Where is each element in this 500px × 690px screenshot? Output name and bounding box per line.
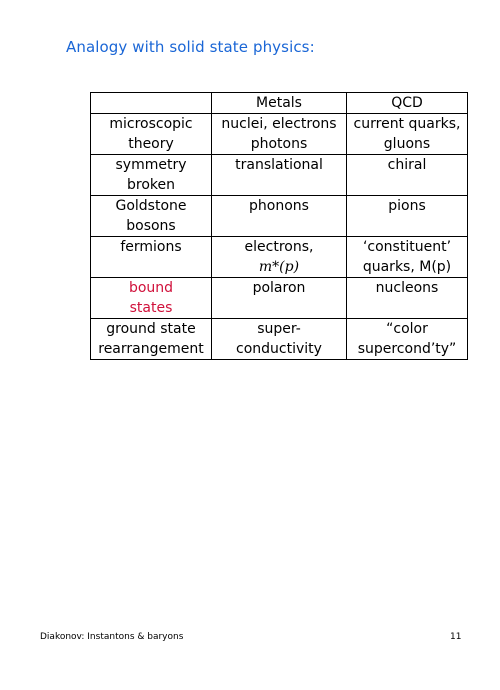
qcd-cell [347,114,468,155]
row-label-line: broken [127,177,175,193]
row-label-line: bosons [126,218,176,234]
qcd-line: nucleons [375,280,439,296]
row-label-line: theory [128,136,174,152]
qcd-line: gluons [383,136,431,152]
qcd-cell [347,196,468,237]
row-label-line: rearrangement [98,341,204,357]
metals-line: translational [235,157,323,173]
table-row [91,196,468,237]
row-label-highlighted [91,278,212,319]
qcd-line: current quarks, [353,116,461,132]
table-row [91,155,468,196]
metals-cell [212,114,347,155]
metals-cell [212,237,347,278]
row-label-line: states [129,300,173,316]
qcd-line: chiral [387,157,427,173]
metals-line: polaron [252,280,306,296]
metals-line: phonons [249,198,309,214]
metals-line: photons [250,136,308,152]
metals-cell [212,319,347,360]
row-label-line: fermions [120,239,182,255]
row-label-line: Goldstone [115,198,187,214]
metals-cell [212,155,347,196]
qcd-cell [347,155,468,196]
metals-line: nuclei, electrons [221,116,337,132]
qcd-line: “color [386,321,428,337]
row-label [91,114,212,155]
row-label [91,319,212,360]
qcd-cell [347,319,468,360]
metals-line: electrons, [244,239,314,255]
header-qcd: QCD [347,93,468,114]
header-metals: Metals [212,93,347,114]
metals-line: super- [257,321,301,337]
table-header-row [91,93,468,114]
qcd-line: supercond’ty” [357,341,457,357]
slide-title: Analogy with solid state physics: [66,38,315,56]
row-label-line: symmetry [115,157,187,173]
row-label [91,196,212,237]
table-row [91,319,468,360]
effective-mass-formula: m*(p) [258,259,300,275]
qcd-cell [347,237,468,278]
comparison-table [90,92,468,360]
qcd-cell [347,278,468,319]
row-label-line: ground state [106,321,196,337]
header-empty [91,93,212,114]
metals-cell [212,278,347,319]
row-label-line: bound [128,280,174,296]
table-row [91,278,468,319]
qcd-line: pions [388,198,426,214]
footer-author: Diakonov: Instantons & baryons [40,632,184,642]
row-label [91,237,212,278]
dynamical-mass-line: quarks, M(p) [362,259,452,275]
table-row [91,237,468,278]
page-number: 11 [450,632,462,642]
metals-line: conductivity [236,341,322,357]
row-label [91,155,212,196]
table-row [91,114,468,155]
metals-cell [212,196,347,237]
row-label-line: microscopic [109,116,193,132]
qcd-line: ‘constituent’ [362,239,452,255]
